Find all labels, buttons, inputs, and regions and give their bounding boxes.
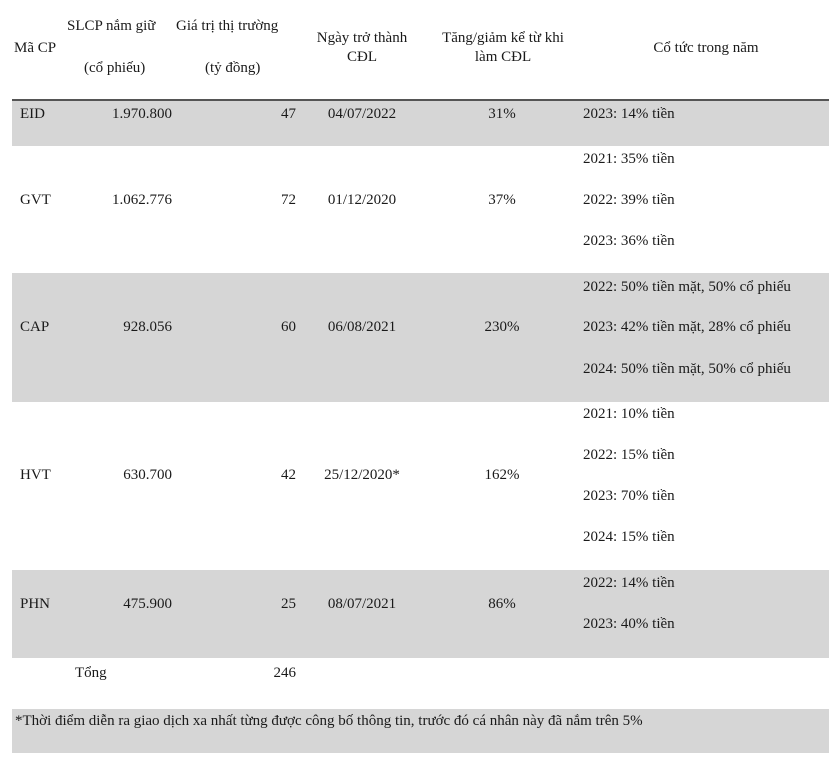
header-date-line1: Ngày trở thành xyxy=(316,30,408,46)
cell-change: 162% xyxy=(484,467,520,483)
header-change-line2: làm CĐL xyxy=(474,49,532,65)
cell-date: 04/07/2022 xyxy=(327,106,397,122)
cell-qty: 630.700 xyxy=(123,467,172,483)
cell-dividend: 2022: 50% tiền mặt, 50% cổ phiếu xyxy=(583,279,791,295)
cell-change: 86% xyxy=(488,596,516,612)
cell-dividend: 2022: 39% tiền xyxy=(583,192,675,208)
cell-value: 47 xyxy=(281,106,296,122)
cell-value: 42 xyxy=(281,467,296,483)
header-qty-line2: (cổ phiếu) xyxy=(84,60,146,76)
header-qty-line1: SLCP nắm giữ xyxy=(67,18,156,34)
cell-dividend: 2023: 36% tiền xyxy=(583,233,675,249)
total-label: Tổng xyxy=(75,665,107,681)
cell-dividend: 2023: 42% tiền mặt, 28% cổ phiếu xyxy=(583,319,791,335)
table-row xyxy=(12,273,829,402)
cell-dividend: 2024: 15% tiền xyxy=(583,529,675,545)
cell-change: 31% xyxy=(488,106,516,122)
cell-code: GVT xyxy=(20,192,51,208)
table-row xyxy=(12,402,829,570)
cell-date: 08/07/2021 xyxy=(327,596,397,612)
cell-value: 60 xyxy=(281,319,296,335)
cell-dividend: 2022: 14% tiền xyxy=(583,575,675,591)
table-row xyxy=(12,146,829,273)
cell-code: CAP xyxy=(20,319,50,335)
header-value-line2: (tỷ đồng) xyxy=(205,60,261,76)
cell-date: 25/12/2020* xyxy=(324,467,400,483)
cell-code: PHN xyxy=(20,596,51,612)
cell-qty: 928.056 xyxy=(123,319,172,335)
table-row xyxy=(12,570,829,658)
header-code: Mã CP xyxy=(14,40,57,56)
cell-qty: 475.900 xyxy=(123,596,172,612)
cell-change: 37% xyxy=(488,192,516,208)
cell-code: EID xyxy=(20,106,45,122)
cell-dividend: 2023: 40% tiền xyxy=(583,616,675,632)
total-row xyxy=(12,658,829,688)
total-value: 246 xyxy=(273,665,296,681)
cell-code: HVT xyxy=(20,467,51,483)
header-date-line2: CĐL xyxy=(347,49,377,65)
cell-date: 06/08/2021 xyxy=(327,319,397,335)
cell-dividend: 2021: 10% tiền xyxy=(583,406,675,422)
cell-date: 01/12/2020 xyxy=(327,192,397,208)
cell-dividend: 2022: 15% tiền xyxy=(583,447,675,463)
cell-change: 230% xyxy=(484,319,520,335)
header-change-line1: Tăng/giảm kể từ khi xyxy=(442,30,564,46)
header-dividend: Cổ tức trong năm xyxy=(653,40,759,56)
cell-qty: 1.062.776 xyxy=(112,192,172,208)
cell-dividend: 2021: 35% tiền xyxy=(583,151,675,167)
cell-dividend: 2024: 50% tiền mặt, 50% cổ phiếu xyxy=(583,361,791,377)
cell-dividend: 2023: 14% tiền xyxy=(583,106,675,122)
table-row xyxy=(12,101,829,146)
cell-dividend: 2023: 70% tiền xyxy=(583,488,675,504)
cell-qty: 1.970.800 xyxy=(112,106,172,122)
footnote xyxy=(12,709,829,753)
header-value-line1: Giá trị thị trường xyxy=(176,18,279,34)
cell-value: 25 xyxy=(281,596,296,612)
cell-value: 72 xyxy=(281,192,296,208)
footnote-text: *Thời điểm diễn ra giao dịch xa nhất từng được công bố thông tin, trước đó cá nhân này đã nắm trên 5% xyxy=(15,713,643,729)
